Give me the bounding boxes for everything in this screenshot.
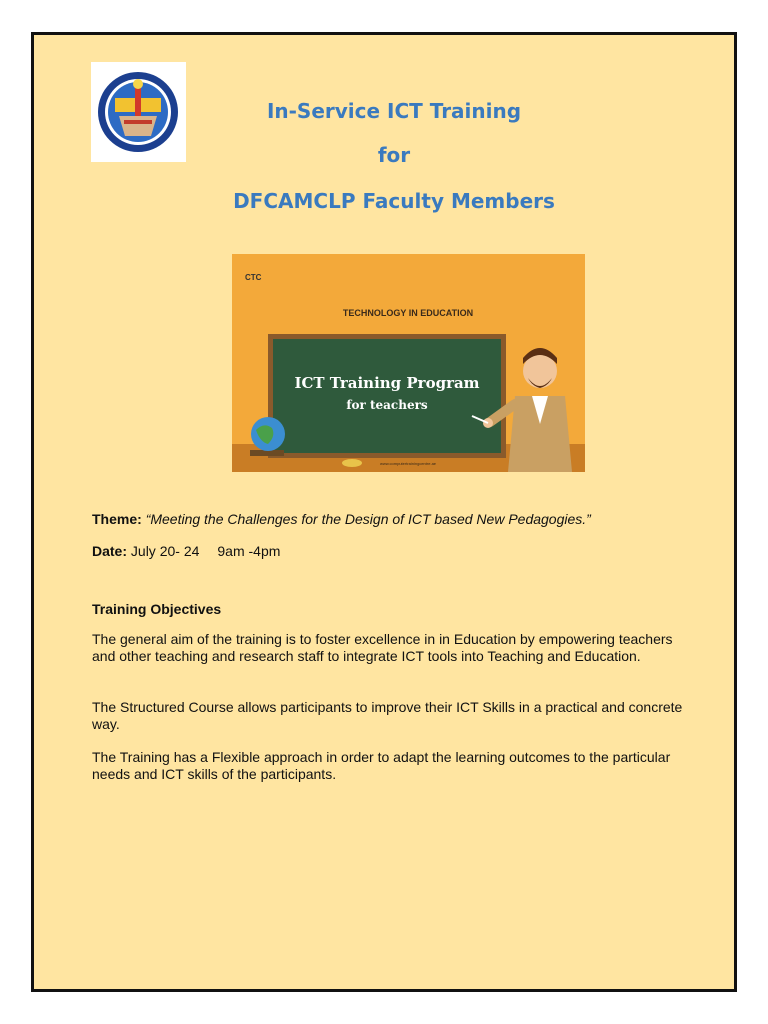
theme-line: [92, 511, 692, 528]
objectives-heading: Training Objectives: [92, 601, 222, 617]
objective-paragraph: The general aim of the training is to foster excellence in in Education by empowering teachers and other teaching and research staff to integrate ICT tools into Teaching and Education.: [92, 631, 673, 664]
banner-footer-url: www.computertrainingcentre.ae: [379, 461, 437, 466]
banner-brand: CTC: [245, 273, 262, 282]
board-line-1: ICT Training Program: [294, 374, 480, 392]
date-line: [92, 543, 692, 560]
flyer-page: [31, 32, 737, 992]
theme-label: Theme:: [92, 511, 142, 527]
banner-caption: TECHNOLOGY IN EDUCATION: [342, 308, 474, 318]
training-banner-image: [232, 254, 585, 472]
board-line-2: for teachers: [346, 398, 428, 412]
objective-paragraph: The Training has a Flexible approach in order to adapt the learning outcomes to the particular needs and ICT skills of the participants.: [92, 749, 671, 782]
title-line-1: In-Service ICT Training: [266, 99, 522, 123]
theme-value: “Meeting the Challenges for the Design of ICT based New Pedagogies.”: [145, 511, 591, 527]
title-line-3: DFCAMCLP Faculty Members: [233, 189, 555, 213]
objective-paragraph: The Structured Course allows participants to improve their ICT Skills in a practical and concrete way.: [92, 699, 683, 732]
globe-icon: [250, 417, 285, 456]
date-label: Date:: [92, 543, 128, 559]
date-value: July 20- 24: [130, 543, 200, 559]
time-value: 9am -4pm: [217, 543, 281, 559]
title-line-2: for: [377, 143, 411, 167]
